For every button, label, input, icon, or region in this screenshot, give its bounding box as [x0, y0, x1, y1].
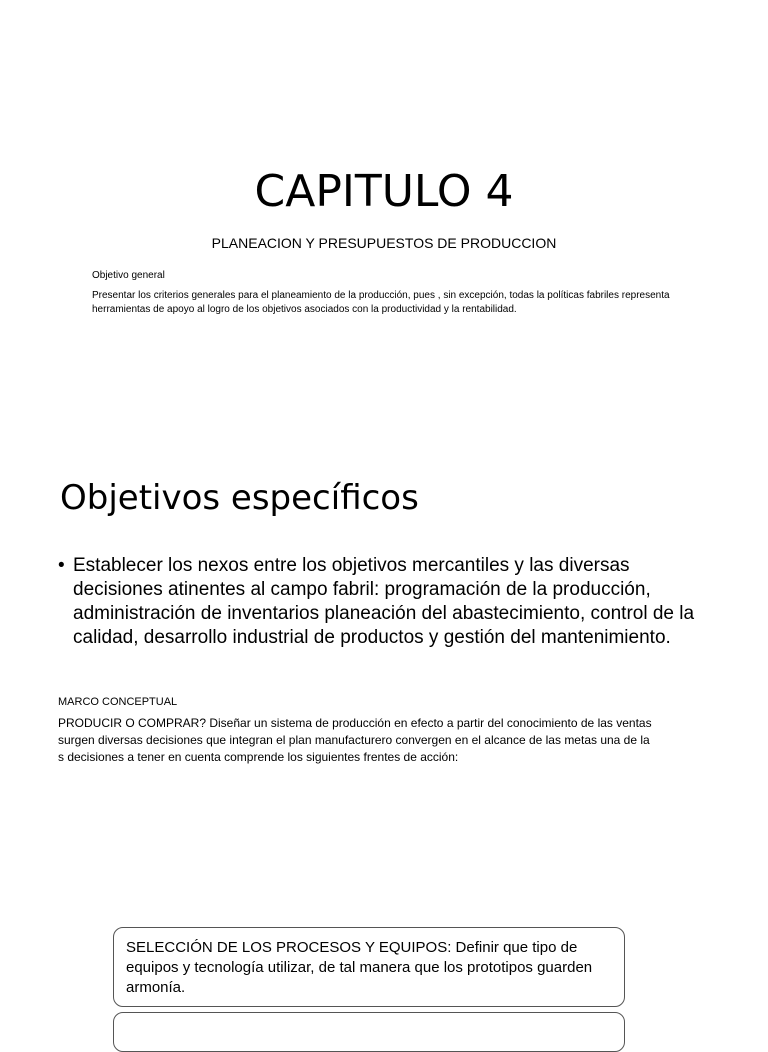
bullet-item [58, 554, 718, 650]
bullet-text: Establecer los nexos entre los objetivos mercantiles y las diversas decisiones atinentes al campo fabril: programación de la producción, administración de inventarios planeación del abastecimiento, control de la calidad, desarrollo industrial de productos y gestión del mantenimiento. [73, 555, 695, 648]
box-title: SELECCIÓN DE LOS PROCESOS Y EQUIPOS [126, 939, 448, 956]
marco-conceptual-label: MARCO CONCEPTUAL [58, 696, 178, 708]
process-selection-box [113, 927, 625, 1007]
next-action-box [113, 1012, 625, 1052]
objective-text: Presentar los criterios generales para el planeamiento de la producción, pues , sin excepción, todas la políticas fabriles representa herramientas de apoyo al logro de los objetivos asociados con la productividad y la rentabilidad. [92, 290, 670, 315]
bullet-symbol: • [58, 555, 65, 576]
objective-label: Objetivo general [92, 270, 165, 281]
marco-conceptual-text: PRODUCIR O COMPRAR? Diseñar un sistema de producción en efecto a partir del conocimiento de las ventas surgen diversas decisiones que integran el plan manufacturero convergen en el alcance de las metas una de la s decisiones a tener en cuenta comprende los siguientes frentes de acción: [58, 716, 652, 764]
slide-subtitle: PLANEACION Y PRESUPUESTOS DE PRODUCCION [211, 235, 557, 251]
specific-objectives-heading: Objetivos específicos [60, 478, 419, 518]
box-text: : Definir que tipo de equipos y tecnología utilizar, de tal manera que los prototipos guarden armonía. [126, 939, 593, 996]
slide-title: CAPITULO 4 [254, 166, 514, 217]
